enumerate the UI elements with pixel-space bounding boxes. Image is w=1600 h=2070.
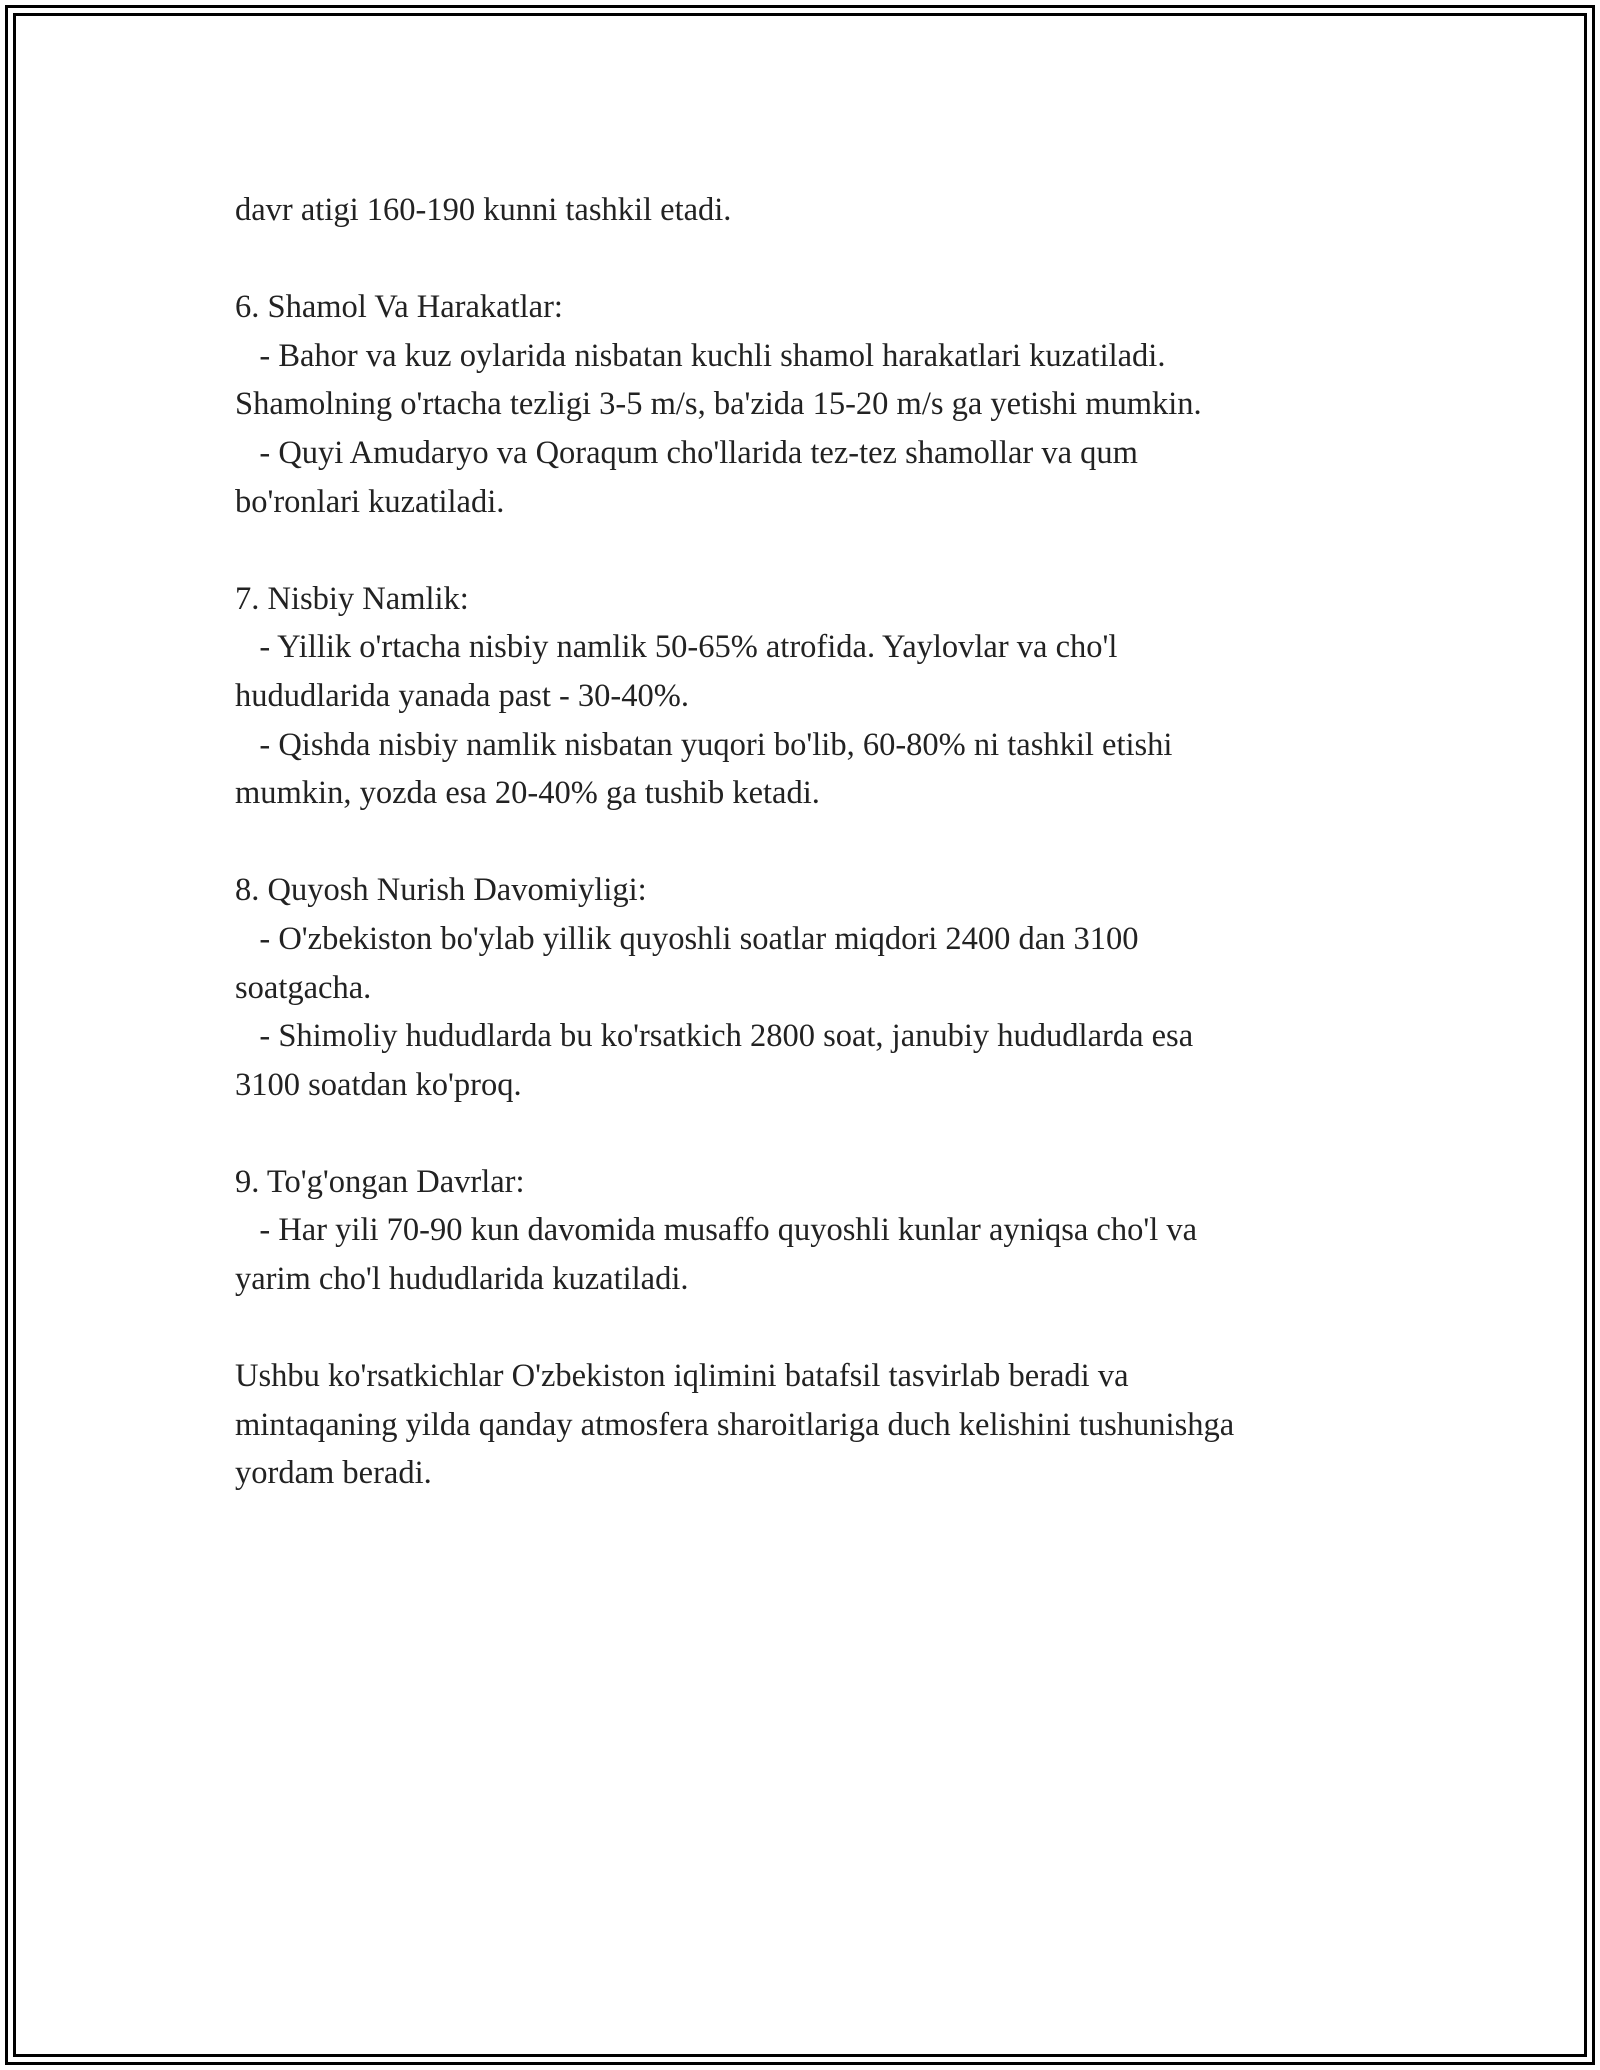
text-line: hududlarida yanada past - 30-40%. [235, 677, 689, 714]
section-heading: 8. Quyosh Nurish Davomiyligi: [235, 872, 647, 909]
text-line: - O'zbekiston bo'ylab yillik quyoshli soatlar miqdori 2400 dan 3100 [235, 920, 1139, 957]
text-line: - Har yili 70-90 kun davomida musaffo quyoshli kunlar ayniqsa cho'l va [235, 1212, 1198, 1249]
text-line: soatgacha. [235, 969, 372, 1006]
blank-line [235, 1304, 1395, 1353]
section-heading: 6. Shamol Va Harakatlar: [235, 289, 563, 326]
section-heading: 7. Nisbiy Namlik: [235, 580, 469, 617]
text-line: davr atigi 160-190 kunni tashkil etadi. [235, 192, 732, 228]
text-line: 3100 soatdan ko'proq. [235, 1066, 522, 1103]
text-line: Shamolning o'rtacha tezligi 3-5 m/s, ba'zida 15-20 m/s ga yetishi mumkin. [235, 386, 1202, 423]
text-line: bo'ronlari kuzatiladi. [235, 483, 505, 520]
text-line: yarim cho'l hududlarida kuzatiladi. [235, 1261, 689, 1298]
blank-line [235, 526, 1395, 575]
text-line: mintaqaning yilda qanday atmosfera sharoitlariga duch kelishini tushunishga [235, 1406, 1235, 1443]
blank-line [235, 1109, 1395, 1158]
text-line: yordam beradi. [235, 1455, 432, 1492]
blank-line [235, 818, 1395, 867]
document-body [235, 186, 1395, 1498]
text-line: - Bahor va kuz oylarida nisbatan kuchli shamol harakatlari kuzatiladi. [235, 337, 1166, 374]
text-line: Ushbu ko'rsatkichlar O'zbekiston iqlimini batafsil tasvirlab beradi va [235, 1358, 1129, 1395]
text-line: - Quyi Amudaryo va Qoraqum cho'llarida tez-tez shamollar va qum [235, 434, 1138, 471]
section-heading: 9. To'g'ongan Davrlar: [235, 1163, 525, 1200]
text-line: - Qishda nisbiy namlik nisbatan yuqori bo'lib, 60-80% ni tashkil etishi [235, 726, 1173, 763]
text-line: mumkin, yozda esa 20-40% ga tushib ketadi. [235, 775, 820, 812]
blank-line [235, 235, 1395, 284]
text-line: - Shimoliy hududlarda bu ko'rsatkich 2800 soat, janubiy hududlarda esa [235, 1018, 1194, 1055]
text-line: - Yillik o'rtacha nisbiy namlik 50-65% atrofida. Yaylovlar va cho'l [235, 629, 1118, 666]
